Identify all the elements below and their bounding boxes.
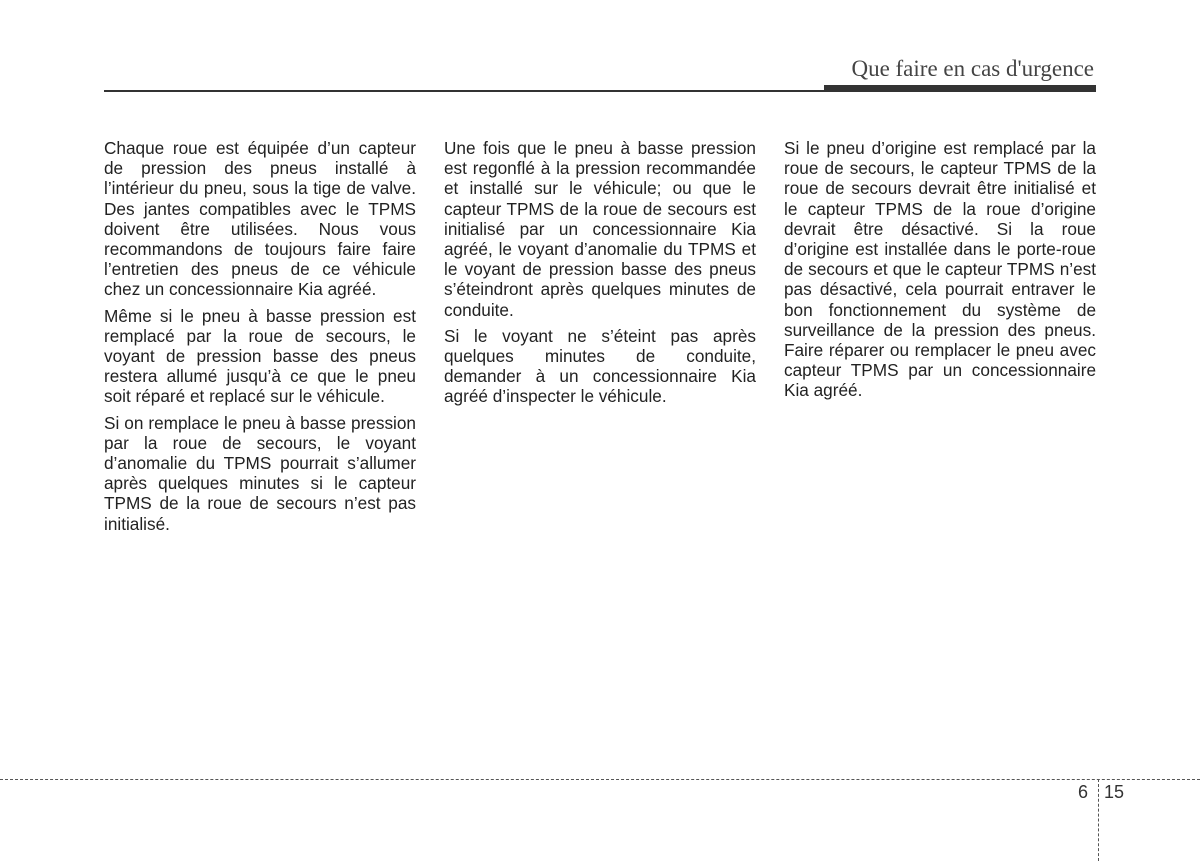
- chapter-number: 6: [1078, 782, 1089, 802]
- paragraph: Si on remplace le pneu à basse pression par la roue de secours, le voyant d’anomalie du TPMS pourrait s’allumer après quelques minutes si le capteur TPMS de la roue de secours n’est pas initialisé.: [104, 412, 416, 534]
- header-rule: [104, 90, 824, 92]
- paragraph: Si le voyant ne s’éteint pas après quelques minutes de conduite, demander à un concessionnaire Kia agréé d’inspecter le véhicule.: [444, 325, 756, 407]
- page-number: 15: [1104, 782, 1125, 802]
- text-column-3: [784, 138, 1096, 407]
- footer-divider: [0, 779, 1200, 780]
- text-column-1: [104, 138, 416, 540]
- paragraph: Si le pneu d’origine est remplacé par la roue de secours, le capteur TPMS de la roue de secours devrait être initialisé et le capteur TPMS de la roue d’origine devrait être désactivé. Si la roue d’origine est installée dans le porte-roue de secours et que le capteur TPMS n’est pas désactivé, cela pourrait entraver le bon fonctionnement du système de surveillance de la pression des pneus. Faire réparer ou remplacer le pneu avec capteur TPMS par un concessionnaire Kia agréé.: [784, 138, 1096, 401]
- paragraph: Chaque roue est équipée d’un capteur de pression des pneus installé à l’intérieur du pneu, sous la tige de valve. Des jantes compatibles avec le TPMS doivent être utilisées. Nous vous recommandons de toujours faire faire l’entretien des pneus de ce véhicule chez un concessionnaire Kia agréé.: [104, 138, 416, 300]
- paragraph: Même si le pneu à basse pression est remplacé par la roue de secours, le voyant de pression basse des pneus restera allumé jusqu’à ce que le pneu soit réparé et replacé sur le véhicule.: [104, 305, 416, 407]
- header-rule-bold: [824, 85, 1096, 92]
- text-column-2: [444, 138, 756, 413]
- paragraph: Une fois que le pneu à basse pression est regonflé à la pression recommandée et installé sur le véhicule; ou que le capteur TPMS de la roue de secours est initialisé par un concessionnaire Kia agréé, le voyant d’anomalie du TPMS et le voyant de pression basse des pneus s’éteindront après quelques minutes de conduite.: [444, 138, 756, 320]
- page-header-title: Que faire en cas d'urgence: [851, 56, 1094, 81]
- footer-page-divider: [1098, 779, 1099, 861]
